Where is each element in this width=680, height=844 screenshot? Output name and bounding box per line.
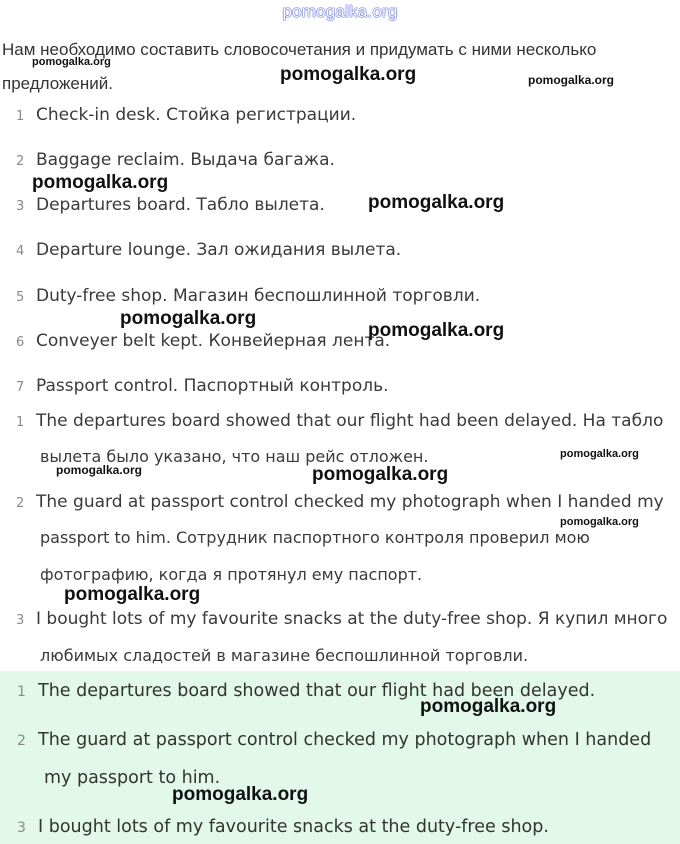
answer-line: The departures board showed that our flight had been delayed. bbox=[38, 681, 596, 701]
item-number: 2 bbox=[16, 154, 25, 169]
vocab-text: Duty-free shop. Магазин беспошлинной торговли. bbox=[36, 286, 481, 306]
watermark: pomogalka.org bbox=[420, 696, 557, 717]
site-logo[interactable]: pomogalka.org bbox=[282, 2, 398, 21]
answer-item bbox=[0, 730, 651, 750]
vocab-item bbox=[0, 376, 389, 396]
item-number: 3 bbox=[17, 820, 26, 836]
answer-item bbox=[0, 817, 549, 837]
watermark: pomogalka.org bbox=[280, 64, 417, 85]
sentence-item bbox=[0, 411, 663, 431]
answer-line: The guard at passport control checked my photograph when I handed bbox=[38, 730, 652, 750]
item-number: 2 bbox=[17, 733, 26, 749]
watermark: pomogalka.org bbox=[32, 172, 169, 193]
item-number: 1 bbox=[16, 415, 25, 430]
sentence-line: passport to him. Сотрудник паспортного контроля проверил мою bbox=[40, 528, 590, 547]
vocab-item bbox=[0, 150, 335, 170]
item-number: 3 bbox=[16, 613, 25, 628]
vocab-text: Baggage reclaim. Выдача багажа. bbox=[36, 150, 335, 170]
sentence-item bbox=[0, 609, 667, 629]
item-number: 3 bbox=[16, 199, 25, 214]
vocab-item bbox=[0, 286, 480, 306]
watermark: pomogalka.org bbox=[312, 464, 449, 485]
vocab-item bbox=[0, 240, 401, 260]
vocab-item bbox=[0, 195, 325, 215]
watermark: pomogalka.org bbox=[560, 516, 639, 528]
item-number: 1 bbox=[17, 684, 26, 700]
vocab-text: Conveyer belt kept. Конвейерная лента. bbox=[36, 331, 391, 351]
sentence-item bbox=[0, 492, 664, 512]
watermark: pomogalka.org bbox=[120, 308, 257, 329]
answer-line: I bought lots of my favourite snacks at the duty-free shop. bbox=[38, 817, 549, 837]
sentence-line: The departures board showed that our flight had been delayed. На табло bbox=[36, 411, 664, 431]
answer-line: my passport to him. bbox=[44, 768, 221, 788]
item-number: 5 bbox=[16, 290, 25, 305]
watermark: pomogalka.org bbox=[56, 463, 143, 477]
item-number: 7 bbox=[16, 380, 25, 395]
vocab-item bbox=[0, 105, 356, 125]
watermark: pomogalka.org bbox=[528, 73, 615, 87]
sentence-line: любимых сладостей в магазине беспошлинной торговли. bbox=[40, 646, 529, 665]
sentence-line: The guard at passport control checked my photograph when I handed my bbox=[36, 492, 664, 512]
watermark: pomogalka.org bbox=[32, 56, 111, 68]
vocab-text: Departure lounge. Зал ожидания вылета. bbox=[36, 240, 402, 260]
watermark: pomogalka.org bbox=[64, 584, 201, 605]
vocab-text: Passport control. Паспортный контроль. bbox=[36, 376, 389, 396]
vocab-text: Check-in desk. Стойка регистрации. bbox=[36, 105, 357, 125]
sentence-line: вылета было указано, что наш рейс отложен. bbox=[40, 447, 429, 466]
item-number: 2 bbox=[16, 496, 25, 511]
sentence-line: фотографию, когда я протянул ему паспорт. bbox=[40, 565, 423, 584]
watermark: pomogalka.org bbox=[368, 192, 505, 213]
item-number: 6 bbox=[16, 335, 25, 350]
sentence-line: I bought lots of my favourite snacks at the duty-free shop. Я купил много bbox=[36, 609, 668, 629]
vocab-item bbox=[0, 331, 390, 351]
watermark: pomogalka.org bbox=[560, 448, 639, 460]
task-intro: Нам необходимо составить словосочетания и придумать с ними несколько предложений. bbox=[2, 40, 597, 93]
vocab-text: Departures board. Табло вылета. bbox=[36, 195, 325, 215]
watermark: pomogalka.org bbox=[368, 320, 505, 341]
item-number: 1 bbox=[16, 109, 25, 124]
item-number: 4 bbox=[16, 244, 25, 259]
watermark: pomogalka.org bbox=[172, 784, 309, 805]
